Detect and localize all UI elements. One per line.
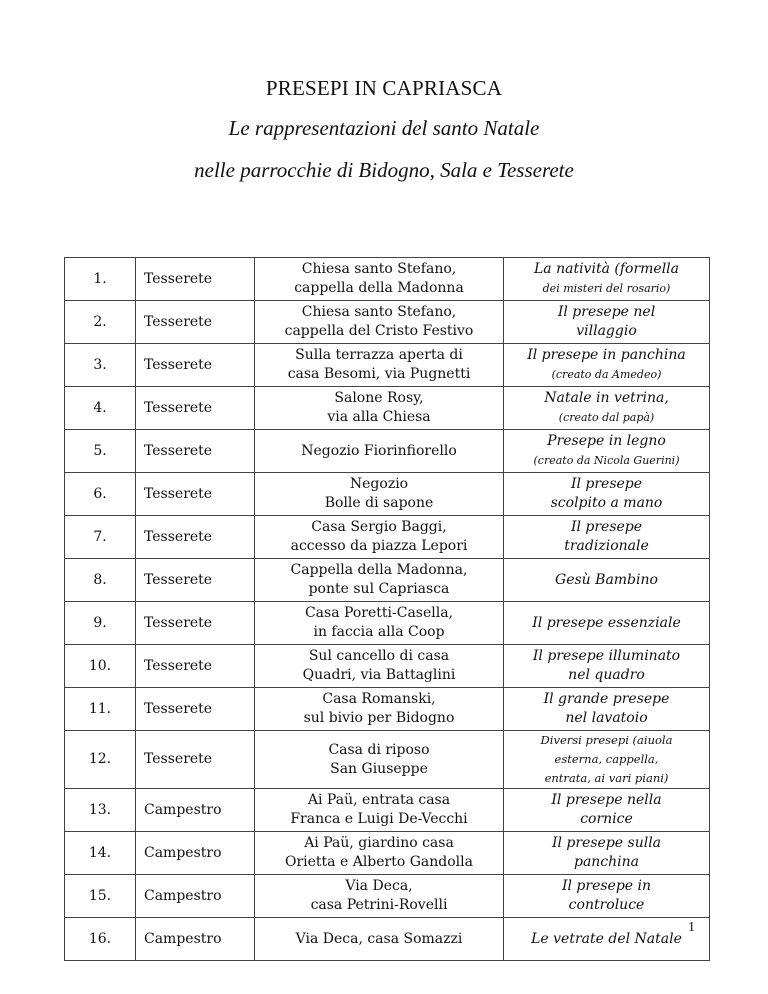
row-place-line: Tesserete bbox=[144, 751, 213, 767]
row-place bbox=[136, 688, 255, 731]
row-location-line: casa Petrini-Rovelli bbox=[310, 897, 448, 913]
row-presepe-title-line: La natività (formella bbox=[534, 261, 679, 277]
row-presepe-title-line: villaggio bbox=[576, 323, 637, 339]
row-number bbox=[65, 387, 136, 430]
row-presepe-title-line: controluce bbox=[568, 897, 645, 913]
row-presepe-title bbox=[504, 516, 710, 559]
document-title: PRESEPI IN CAPRIASCA bbox=[265, 76, 503, 100]
row-presepe-title-line: esterna, cappella, bbox=[554, 752, 659, 766]
row-presepe-title-line: Gesù Bambino bbox=[555, 571, 658, 588]
table-row bbox=[65, 559, 710, 602]
row-location-line: Franca e Luigi De-Vecchi bbox=[290, 811, 468, 827]
row-place-line: Tesserete bbox=[144, 614, 213, 631]
row-place-line: Campestro bbox=[144, 844, 222, 861]
row-presepe-title-line: Il presepe bbox=[570, 476, 643, 492]
row-number bbox=[65, 875, 136, 918]
row-presepe-title bbox=[504, 344, 710, 387]
row-location-line: Cappella della Madonna, bbox=[290, 562, 468, 578]
row-presepe-title-line: dei misteri del rosario) bbox=[542, 282, 671, 295]
row-number bbox=[65, 344, 136, 387]
row-location-line: sul bivio per Bidogno bbox=[303, 710, 455, 726]
row-presepe-title-line: scolpito a mano bbox=[550, 495, 663, 511]
table-row bbox=[65, 789, 710, 832]
row-location bbox=[255, 473, 504, 516]
row-location bbox=[255, 688, 504, 731]
row-location bbox=[255, 387, 504, 430]
row-location-line: Negozio bbox=[349, 476, 409, 492]
row-number-line: 8. bbox=[93, 571, 107, 588]
row-place bbox=[136, 789, 255, 832]
table-row bbox=[65, 430, 710, 473]
row-location-line: cappella della Madonna bbox=[294, 280, 464, 296]
row-presepe-title-line: Il presepe sulla bbox=[551, 835, 662, 851]
row-presepe-title-line: Il presepe essenziale bbox=[532, 614, 681, 631]
row-place bbox=[136, 473, 255, 516]
row-location-line: Via Deca, bbox=[345, 878, 413, 894]
table-row bbox=[65, 918, 710, 961]
row-location bbox=[255, 918, 504, 961]
row-number bbox=[65, 602, 136, 645]
table-row bbox=[65, 344, 710, 387]
row-place-line: Tesserete bbox=[144, 313, 213, 330]
row-number-line: 4. bbox=[93, 399, 107, 416]
row-place-line: Tesserete bbox=[144, 356, 213, 373]
row-presepe-title-line: tradizionale bbox=[564, 538, 649, 554]
row-number-line: 13. bbox=[88, 801, 112, 818]
row-location bbox=[255, 832, 504, 875]
row-location-line: Negozio Fiorinfiorello bbox=[301, 442, 457, 459]
row-number-line: 1. bbox=[93, 270, 107, 287]
row-number bbox=[65, 301, 136, 344]
row-number-line: 12. bbox=[88, 751, 112, 767]
row-location-line: accesso da piazza Lepori bbox=[290, 538, 468, 554]
row-place bbox=[136, 832, 255, 875]
row-number-line: 3. bbox=[93, 356, 107, 373]
row-place-line: Campestro bbox=[144, 801, 222, 818]
row-number bbox=[65, 559, 136, 602]
row-place bbox=[136, 731, 255, 789]
row-place bbox=[136, 258, 255, 301]
row-presepe-title bbox=[504, 301, 710, 344]
row-presepe-title bbox=[504, 559, 710, 602]
row-presepe-title bbox=[504, 789, 710, 832]
row-location bbox=[255, 258, 504, 301]
row-place-line: Tesserete bbox=[144, 700, 213, 717]
row-number-line: 14. bbox=[88, 844, 112, 861]
row-location bbox=[255, 301, 504, 344]
row-location-line: Casa Sergio Baggi, bbox=[311, 519, 447, 535]
row-presepe-title bbox=[504, 645, 710, 688]
row-location-line: Casa Poretti-Casella, bbox=[304, 605, 454, 621]
row-location-line: Bolle di sapone bbox=[324, 495, 434, 511]
row-number-line: 16. bbox=[88, 930, 112, 947]
row-place-line: Campestro bbox=[144, 930, 222, 947]
row-number-line: 9. bbox=[93, 614, 107, 631]
row-number bbox=[65, 430, 136, 473]
row-place bbox=[136, 602, 255, 645]
row-presepe-title bbox=[504, 918, 710, 961]
row-location-line: San Giuseppe bbox=[330, 760, 428, 777]
row-location-line: Casa Romanski, bbox=[322, 691, 436, 707]
row-presepe-title-line: Il grande presepe bbox=[543, 691, 670, 707]
row-number-line: 2. bbox=[93, 313, 107, 330]
row-presepe-title-line: Presepe in legno bbox=[547, 433, 666, 449]
row-location-line: Via Deca, casa Somazzi bbox=[295, 930, 463, 947]
row-number-line: 6. bbox=[93, 485, 107, 502]
row-location bbox=[255, 645, 504, 688]
row-place-line: Tesserete bbox=[144, 571, 213, 588]
row-presepe-title-line: Le vetrate del Natale bbox=[531, 930, 682, 947]
row-presepe-title bbox=[504, 602, 710, 645]
row-location-line: in faccia alla Coop bbox=[313, 624, 445, 640]
row-location-line: Quadri, via Battaglini bbox=[302, 667, 456, 683]
row-presepe-title bbox=[504, 688, 710, 731]
row-presepe-title-line: entrata, ai vari piani) bbox=[544, 771, 669, 785]
row-place bbox=[136, 516, 255, 559]
page-number: 1 bbox=[688, 920, 695, 935]
row-presepe-title-line: Diversi presepi (aiuola bbox=[540, 733, 673, 747]
row-location bbox=[255, 731, 504, 789]
row-location bbox=[255, 430, 504, 473]
row-place bbox=[136, 645, 255, 688]
row-location bbox=[255, 559, 504, 602]
row-location bbox=[255, 602, 504, 645]
row-presepe-title-line: (creato dal papà) bbox=[558, 411, 655, 424]
row-location bbox=[255, 344, 504, 387]
row-presepe-title-line: panchina bbox=[573, 854, 640, 870]
row-location-line: Chiesa santo Stefano, bbox=[301, 261, 457, 277]
row-place-line: Campestro bbox=[144, 887, 222, 904]
row-location bbox=[255, 789, 504, 832]
row-location-line: Casa di riposo bbox=[328, 741, 430, 758]
row-number-line: 15. bbox=[88, 887, 112, 904]
row-location-line: Sul cancello di casa bbox=[308, 648, 450, 664]
row-location-line: Ai Paü, entrata casa bbox=[307, 792, 451, 808]
row-location-line: Ai Paü, giardino casa bbox=[304, 835, 454, 851]
row-number-line: 5. bbox=[93, 442, 107, 459]
row-place bbox=[136, 430, 255, 473]
row-presepe-title-line: nel quadro bbox=[568, 667, 645, 683]
row-number bbox=[65, 516, 136, 559]
row-presepe-title-line: nel lavatoio bbox=[565, 710, 648, 726]
row-place-line: Tesserete bbox=[144, 485, 213, 502]
row-presepe-title-line: Il presepe in panchina bbox=[527, 347, 686, 363]
subtitle-line-1: Le rappresentazioni del santo Natale bbox=[228, 116, 540, 140]
row-number bbox=[65, 918, 136, 961]
row-location-line: Sulla terrazza aperta di bbox=[295, 347, 463, 363]
table-row bbox=[65, 602, 710, 645]
row-place-line: Tesserete bbox=[144, 657, 213, 674]
row-presepe-title bbox=[504, 430, 710, 473]
table-row bbox=[65, 473, 710, 516]
row-presepe-title bbox=[504, 387, 710, 430]
row-presepe-title-line: Il presepe bbox=[570, 519, 643, 535]
row-presepe-title bbox=[504, 258, 710, 301]
row-presepe-title-line: Il presepe nel bbox=[557, 304, 656, 320]
row-place bbox=[136, 344, 255, 387]
row-place bbox=[136, 301, 255, 344]
row-place-line: Tesserete bbox=[144, 528, 213, 545]
row-number-line: 7. bbox=[93, 528, 107, 545]
row-presepe-title bbox=[504, 473, 710, 516]
row-location bbox=[255, 875, 504, 918]
subtitle-line-2: nelle parrocchie di Bidogno, Sala e Tesserete bbox=[194, 158, 574, 182]
row-presepe-title-line: Il presepe illuminato bbox=[532, 648, 681, 664]
row-presepe-title-line: (creato da Nicola Guerini) bbox=[533, 454, 680, 467]
table-row bbox=[65, 731, 710, 789]
row-number bbox=[65, 473, 136, 516]
row-presepe-title-line: Natale in vetrina, bbox=[544, 390, 669, 406]
row-presepe-title bbox=[504, 832, 710, 875]
table-row bbox=[65, 301, 710, 344]
row-place bbox=[136, 875, 255, 918]
row-number bbox=[65, 258, 136, 301]
row-place bbox=[136, 387, 255, 430]
row-number bbox=[65, 789, 136, 832]
row-presepe-title-line: Il presepe in bbox=[561, 878, 652, 894]
table-row bbox=[65, 387, 710, 430]
table-row bbox=[65, 258, 710, 301]
row-presepe-title bbox=[504, 731, 710, 789]
row-number-line: 10. bbox=[88, 657, 112, 674]
row-presepe-title-line: cornice bbox=[580, 811, 633, 827]
row-number-line: 11. bbox=[88, 700, 112, 717]
row-location-line: cappella del Cristo Festivo bbox=[284, 323, 474, 339]
row-number bbox=[65, 688, 136, 731]
row-place-line: Tesserete bbox=[144, 399, 213, 416]
row-place bbox=[136, 559, 255, 602]
row-place-line: Tesserete bbox=[144, 270, 213, 287]
row-number bbox=[65, 731, 136, 789]
row-location-line: ponte sul Capriasca bbox=[308, 581, 450, 597]
row-presepe-title-line: (creato da Amedeo) bbox=[551, 368, 662, 381]
row-location bbox=[255, 516, 504, 559]
row-location-line: via alla Chiesa bbox=[327, 409, 431, 425]
row-location-line: casa Besomi, via Pugnetti bbox=[287, 366, 471, 382]
row-place-line: Tesserete bbox=[144, 442, 213, 459]
row-presepe-title bbox=[504, 875, 710, 918]
table-row bbox=[65, 516, 710, 559]
table-row bbox=[65, 688, 710, 731]
row-number bbox=[65, 645, 136, 688]
row-location-line: Chiesa santo Stefano, bbox=[301, 304, 457, 320]
table-row bbox=[65, 875, 710, 918]
presepi-table bbox=[64, 257, 710, 961]
row-location-line: Orietta e Alberto Gandolla bbox=[285, 854, 473, 870]
row-location-line: Salone Rosy, bbox=[334, 390, 424, 406]
table-row bbox=[65, 832, 710, 875]
row-place bbox=[136, 918, 255, 961]
row-number bbox=[65, 832, 136, 875]
table-row bbox=[65, 645, 710, 688]
row-presepe-title-line: Il presepe nella bbox=[551, 792, 662, 808]
